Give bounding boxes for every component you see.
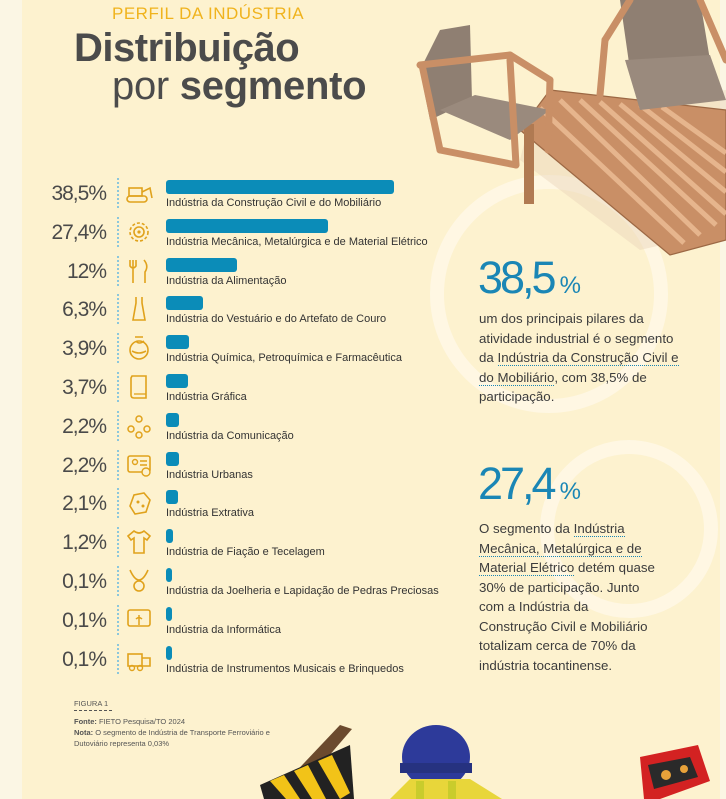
bar (166, 490, 178, 504)
chart-row (0, 372, 470, 410)
source-text: FIETO Pesquisa/TO 2024 (99, 717, 186, 726)
chart-row (0, 333, 470, 371)
bar-category-label: Indústria da Joelheria e Lapidação de Pedras Preciosas (166, 585, 439, 597)
row-divider (117, 178, 119, 208)
highlight-text-2-before: O segmento da (479, 521, 574, 536)
bar-category-label: Indústria da Construção Civil e do Mobiliário (166, 197, 382, 209)
bar-category-label: Indústria Gráfica (166, 391, 247, 403)
highlight-text-2 (479, 519, 657, 675)
row-divider (117, 372, 119, 402)
highlight-number-1-value: 38,5 (478, 252, 554, 303)
row-divider (117, 605, 119, 635)
chart-row (0, 644, 470, 682)
bar (166, 413, 179, 427)
bar-category-label: Indústria do Vestuário e do Artefato de Couro (166, 313, 387, 326)
bar-category-label: Indústria da Alimentação (166, 274, 287, 287)
page-title-line2 (112, 64, 366, 109)
highlight-number-1 (478, 252, 581, 304)
figure-divider (74, 710, 112, 711)
bar-category-label: Indústria da Comunicação (166, 429, 294, 442)
chart-row (0, 256, 470, 294)
page-title-line1: Distribuição (74, 26, 300, 70)
title-light-word: por (112, 64, 169, 108)
workers-photo (240, 705, 726, 799)
row-divider (117, 294, 119, 324)
bar-value-label: 12% (66, 259, 106, 283)
bar (166, 529, 173, 543)
computer-touch-icon (124, 605, 154, 635)
bar-category-label: Indústria Mecânica, Metalúrgica e de Material Elétrico (166, 235, 428, 248)
highlight-text-1-before: um dos principais pilares da atividade industrial é o segmento da (479, 311, 674, 365)
bar (166, 219, 328, 233)
bar-value-label: 0,1% (62, 647, 106, 671)
row-divider (117, 256, 119, 286)
bar-value-label: 6,3% (62, 298, 106, 322)
highlight-link-2: Indústria Mecânica, Metalúrgica e de Material Elétrico (479, 521, 642, 575)
highlight-number-2 (478, 458, 581, 510)
bar-value-label: 3,9% (62, 337, 106, 361)
bar-category-label: Indústria da Informática (166, 623, 281, 636)
bar-value-label: 0,1% (62, 608, 106, 632)
bar-category-label: Indústria de Fiação e Tecelagem (166, 546, 325, 559)
bar-category-label: Indústria Extrativa (166, 507, 255, 520)
highlight-unit-1: % (559, 272, 581, 299)
highlight-text-1-after: , com 38,5% de participação. (479, 369, 647, 404)
section-kicker: PERFIL DA INDÚSTRIA (112, 4, 305, 23)
bar-value-label: 2,2% (62, 453, 106, 477)
bulldozer-icon (124, 178, 154, 208)
bar-value-label: 2,1% (62, 492, 106, 516)
shirt-icon (124, 527, 154, 557)
bar-category-label: Indústria Química, Petroquímica e Farmacêutica (166, 352, 402, 365)
note-label: Nota: (74, 728, 94, 737)
bar-category-label: Indústria de Instrumentos Musicais e Brinquedos (166, 662, 404, 675)
people-network-icon (124, 411, 154, 441)
bar-value-label: 27,4% (51, 220, 106, 244)
bar-category-label: Indústria Urbanas (166, 468, 253, 481)
bar (166, 607, 172, 621)
chart-row (0, 217, 470, 255)
bar (166, 646, 172, 660)
rock-icon (124, 488, 154, 518)
row-divider (117, 644, 119, 674)
highlight-link-1: Indústria da Construção Civil e do Mobiliário (479, 350, 679, 385)
bar (166, 258, 237, 272)
highlight-number-2-value: 27,4 (478, 458, 554, 509)
necklace-icon (124, 566, 154, 596)
chart-row (0, 566, 470, 604)
bar-value-label: 0,1% (62, 570, 106, 593)
chart-row (0, 527, 470, 565)
bar (166, 374, 188, 388)
bar-value-label: 1,2% (62, 531, 106, 555)
bar-value-label: 2,2% (62, 414, 106, 438)
highlight-unit-2: % (559, 478, 581, 505)
book-icon (124, 372, 154, 402)
bar-value-label: 3,7% (62, 376, 106, 399)
chart-row (0, 450, 470, 488)
row-divider (117, 411, 119, 441)
row-divider (117, 450, 119, 480)
city-id-icon (124, 450, 154, 480)
chart-row (0, 411, 470, 449)
chart-row (0, 488, 470, 526)
highlight-text-2-after: detém quase 30% de participação. Junto com a Indústria da Construção Civil e Mobiliário totalizam cerca de 70% da indústria tocantinense. (479, 560, 655, 673)
bar-value-label: 38,5% (51, 182, 106, 205)
figure-label: FIGURA 1 (74, 699, 109, 708)
row-divider (117, 566, 119, 596)
note-text: O segmento de Indústria de Transporte Ferroviário e Dutoviário representa 0,03% (74, 728, 270, 748)
toy-icon (124, 644, 154, 674)
row-divider (117, 527, 119, 557)
chart-row (0, 294, 470, 332)
gear-icon (124, 217, 154, 247)
footnote (74, 716, 274, 749)
title-bold-word: segmento (179, 64, 367, 108)
bar (166, 452, 179, 466)
bar (166, 180, 394, 194)
row-divider (117, 217, 119, 247)
bar (166, 335, 189, 349)
row-divider (117, 333, 119, 363)
source-label: Fonte: (74, 717, 97, 726)
highlight-text-1 (479, 309, 679, 407)
row-divider (117, 488, 119, 518)
dress-icon (124, 294, 154, 324)
flask-icon (124, 333, 154, 363)
chart-row (0, 178, 470, 216)
chart-row (0, 605, 470, 643)
bar (166, 568, 172, 582)
fork-knife-icon (124, 256, 154, 286)
bar (166, 296, 203, 310)
